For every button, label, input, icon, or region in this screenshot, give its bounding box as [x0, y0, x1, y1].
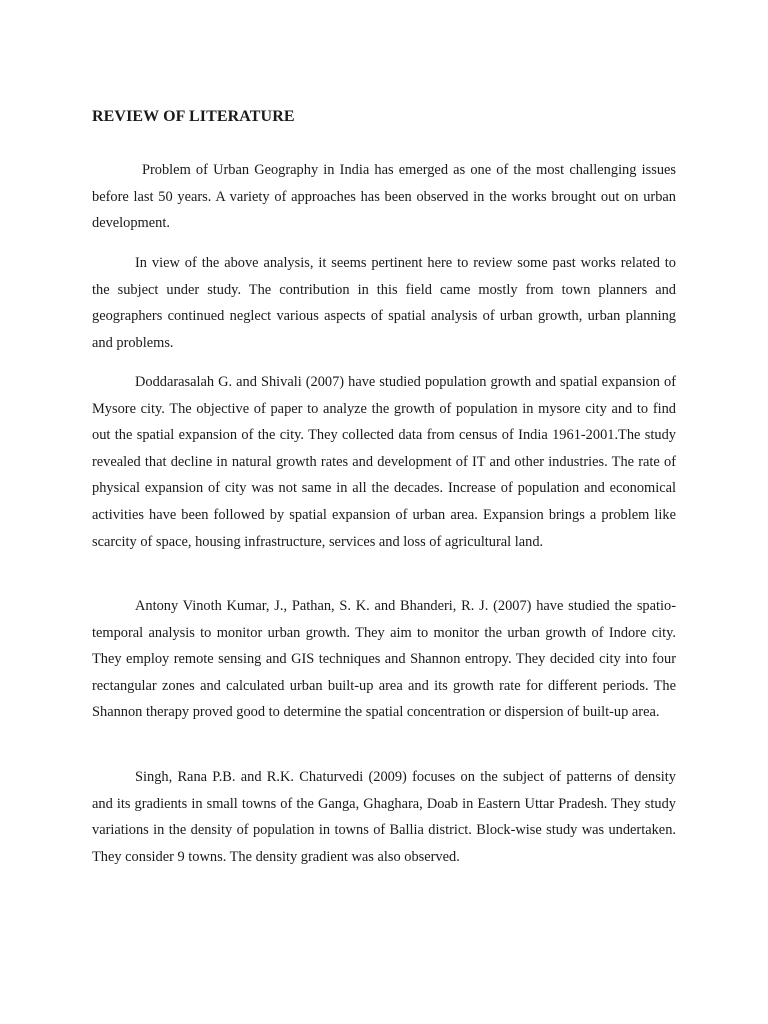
- paragraph-singh: Singh, Rana P.B. and R.K. Chaturvedi (2009) focuses on the subject of patterns of density and its gradients in small towns of the Ganga, Ghaghara, Doab in Eastern Uttar Pradesh. They study variations in the density of population in towns of Ballia district. Block-wise study was undertaken. They consider 9 towns. The density gradient was also observed.: [92, 769, 676, 865]
- paragraph-intro: Problem of Urban Geography in India has emerged as one of the most challenging issues before last 50 years. A variety of approaches has been observed in the works brought out on urban development.: [92, 162, 676, 232]
- paragraph-doddarasalah: Doddarasalah G. and Shivali (2007) have studied population growth and spatial expansion of Mysore city. The objective of paper to analyze the growth of population in mysore city and to find out the spatial expansion of the city. They collected data from census of India 1961-2001.The study revealed that decline in natural growth rates and development of IT and other industries. The rate of physical expansion of city was not same in all the decades. Increase of population and economical activities have been followed by spatial expansion of urban area. Expansion brings a problem like scarcity of space, housing infrastructure, services and loss of agricultural land.: [92, 374, 676, 550]
- paragraph-antony: Antony Vinoth Kumar, J., Pathan, S. K. and Bhanderi, R. J. (2007) have studied the spatio-temporal analysis to monitor urban growth. They aim to monitor the urban growth of Indore city. They employ remote sensing and GIS techniques and Shannon entropy. They decided city into four rectangular zones and calculated urban built-up area and its growth rate for different periods. The Shannon therapy proved good to determine the spatial concentration or dispersion of built-up area.: [92, 598, 676, 721]
- section-heading: REVIEW OF LITERATURE: [92, 108, 295, 125]
- paragraph-analysis: In view of the above analysis, it seems pertinent here to review some past works related to the subject under study. The contribution in this field came mostly from town planners and geographers continued neglect various aspects of spatial analysis of urban growth, urban planning and problems.: [92, 255, 676, 351]
